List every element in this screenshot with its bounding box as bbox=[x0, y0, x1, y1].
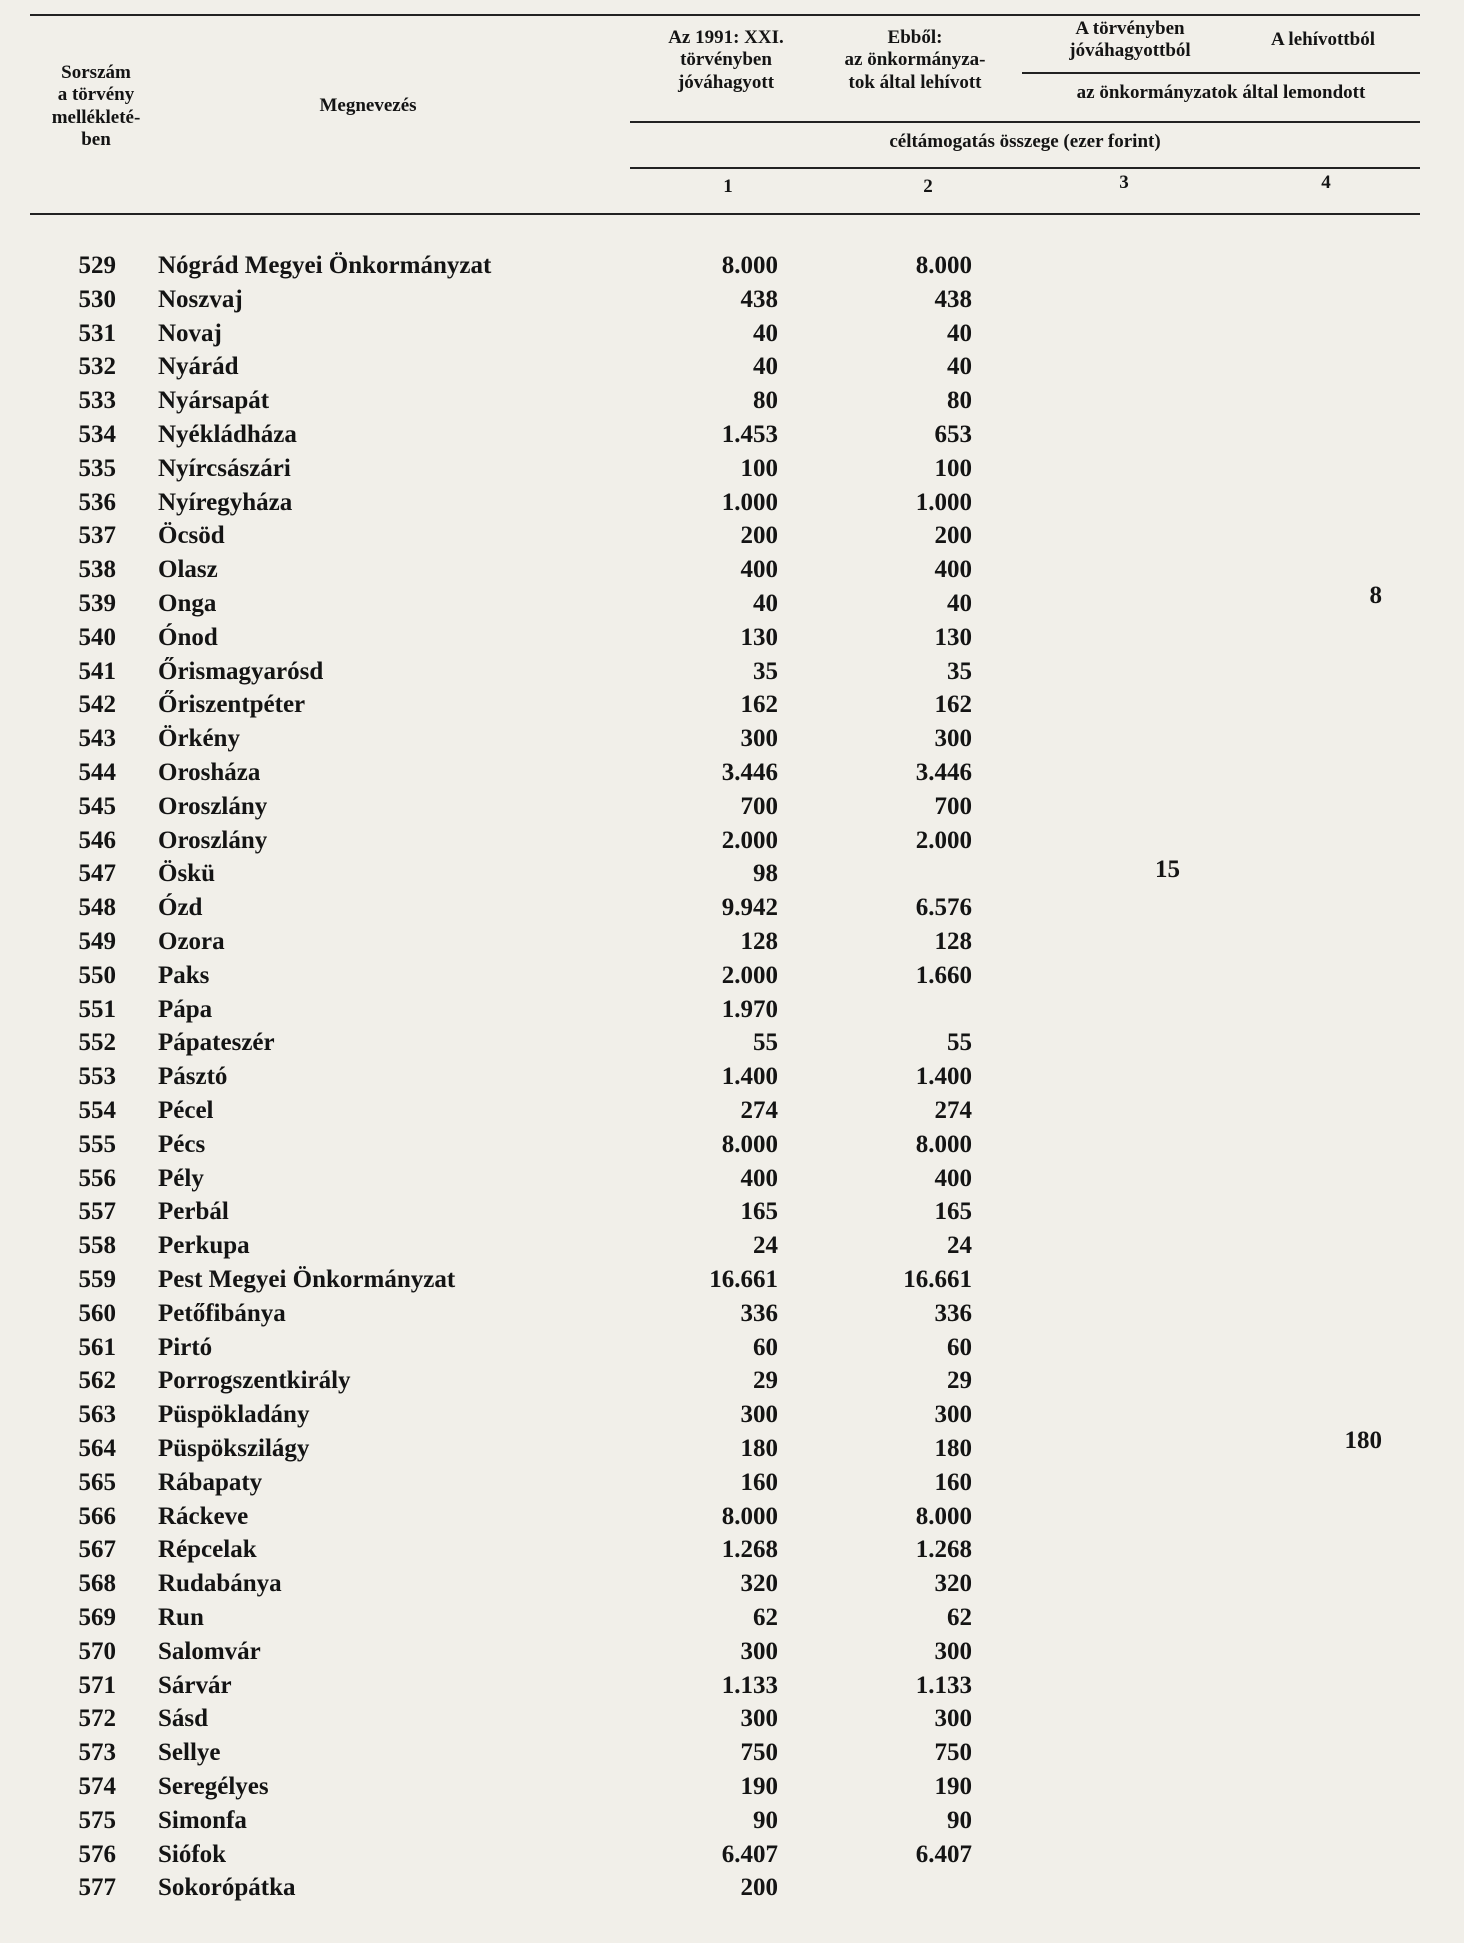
row-value-approved: 1.970 bbox=[721, 995, 778, 1023]
colnum-4: 4 bbox=[1321, 172, 1331, 193]
table-row bbox=[0, 691, 1464, 725]
table-row bbox=[0, 1198, 1464, 1232]
row-value-approved: 90 bbox=[753, 1806, 778, 1834]
row-name: Run bbox=[158, 1604, 204, 1631]
table-row bbox=[0, 1401, 1464, 1435]
table-row bbox=[0, 793, 1464, 827]
top-rule bbox=[30, 14, 1420, 16]
row-value-drawn: 62 bbox=[947, 1604, 972, 1631]
table-row bbox=[0, 1469, 1464, 1503]
table-row bbox=[0, 725, 1464, 759]
row-number: 572 bbox=[78, 1705, 116, 1733]
colnum-2: 2 bbox=[923, 176, 933, 197]
row-value-approved: 35 bbox=[753, 657, 778, 685]
row-name: Sárvár bbox=[158, 1671, 232, 1699]
table-row bbox=[0, 1570, 1464, 1604]
row-value-drawn: 55 bbox=[947, 1029, 972, 1057]
row-value-approved: 400 bbox=[740, 1164, 778, 1192]
row-value-approved: 80 bbox=[753, 387, 778, 415]
row-number: 540 bbox=[78, 623, 116, 651]
row-number: 559 bbox=[78, 1266, 116, 1293]
row-number: 563 bbox=[78, 1401, 116, 1429]
table-row bbox=[0, 1536, 1464, 1570]
row-value-drawn: 336 bbox=[934, 1299, 972, 1327]
row-value-approved: 1.453 bbox=[721, 421, 778, 448]
row-value-approved: 160 bbox=[740, 1468, 778, 1496]
table-row bbox=[0, 1739, 1464, 1773]
row-value-approved: 8.000 bbox=[721, 1502, 778, 1530]
row-value-approved: 9.942 bbox=[721, 894, 778, 922]
row-name: Öcsöd bbox=[158, 522, 225, 550]
table-row bbox=[0, 1807, 1464, 1841]
row-number: 548 bbox=[78, 894, 116, 922]
row-number: 536 bbox=[78, 488, 116, 516]
row-name: Nyársapát bbox=[158, 387, 270, 415]
row-value-drawn: 90 bbox=[947, 1806, 972, 1834]
row-value-drawn: 40 bbox=[947, 319, 972, 347]
row-value-drawn: 200 bbox=[934, 522, 972, 550]
row-name: Nyárád bbox=[158, 353, 239, 381]
row-value-approved: 8.000 bbox=[721, 252, 778, 279]
row-value-drawn: 8.000 bbox=[915, 1502, 972, 1530]
header-megnevezes: Megnevezés bbox=[319, 95, 417, 116]
table-row bbox=[0, 1029, 1464, 1063]
row-value-approved: 1.000 bbox=[721, 488, 778, 516]
row-name: Pély bbox=[158, 1164, 204, 1192]
table-row bbox=[0, 489, 1464, 523]
table-row bbox=[0, 582, 1464, 624]
row-name: Rudabánya bbox=[158, 1570, 282, 1598]
row-value-drawn: 1.000 bbox=[915, 488, 972, 516]
row-name: Püspökladány bbox=[158, 1401, 310, 1429]
header-sorszam-line: Sorszám bbox=[61, 62, 131, 83]
row-name: Petőfibánya bbox=[158, 1299, 286, 1327]
row-value-approved: 8.000 bbox=[721, 1130, 778, 1158]
row-name: Oroszlány bbox=[158, 792, 268, 820]
row-number: 554 bbox=[78, 1097, 116, 1124]
header-col2-line: Ebből: bbox=[887, 27, 943, 48]
table-row bbox=[0, 1266, 1464, 1300]
row-value-drawn: 300 bbox=[934, 725, 972, 753]
table-row bbox=[0, 1773, 1464, 1807]
row-value-drawn: 300 bbox=[934, 1637, 972, 1665]
table-row bbox=[0, 1672, 1464, 1706]
row-value-drawn: 320 bbox=[934, 1570, 972, 1598]
table-row bbox=[0, 1841, 1464, 1875]
row-number: 550 bbox=[78, 961, 116, 989]
row-value-drawn: 130 bbox=[934, 623, 972, 651]
table-row bbox=[0, 1874, 1464, 1908]
header-col1 bbox=[640, 27, 812, 94]
header-col1-line: törvényben bbox=[680, 49, 772, 71]
row-name: Paks bbox=[158, 961, 210, 989]
table-row bbox=[0, 1503, 1464, 1537]
row-number: 576 bbox=[78, 1840, 116, 1868]
row-number: 538 bbox=[78, 556, 116, 584]
row-value-approved: 128 bbox=[740, 928, 778, 955]
row-value-approved: 165 bbox=[740, 1198, 778, 1226]
row-name: Sellye bbox=[158, 1739, 221, 1767]
table-row bbox=[0, 894, 1464, 928]
table-row bbox=[0, 1705, 1464, 1739]
row-value-approved: 300 bbox=[740, 725, 778, 753]
row-number: 561 bbox=[78, 1333, 116, 1361]
row-value-approved: 55 bbox=[753, 1029, 778, 1057]
table-row bbox=[0, 1131, 1464, 1165]
row-number: 571 bbox=[78, 1671, 116, 1699]
header-sorszam bbox=[30, 62, 162, 152]
row-name: Ózd bbox=[158, 894, 203, 922]
row-name: Püspökszilágy bbox=[158, 1435, 310, 1462]
row-value-waived-drawn: 8 bbox=[1369, 582, 1382, 609]
row-value-approved: 190 bbox=[740, 1773, 778, 1800]
row-value-approved: 60 bbox=[753, 1333, 778, 1361]
table-row bbox=[0, 962, 1464, 996]
row-number: 568 bbox=[78, 1570, 116, 1598]
row-value-approved: 200 bbox=[740, 1874, 778, 1902]
row-number: 552 bbox=[78, 1029, 116, 1057]
row-value-drawn: 1.660 bbox=[915, 961, 972, 989]
row-name: Noszvaj bbox=[158, 285, 243, 313]
row-number: 545 bbox=[78, 792, 116, 820]
row-number: 575 bbox=[78, 1806, 116, 1834]
header-col3 bbox=[1030, 18, 1230, 63]
row-value-drawn: 162 bbox=[934, 691, 972, 719]
row-number: 556 bbox=[78, 1164, 116, 1192]
row-number: 566 bbox=[78, 1502, 116, 1530]
row-number: 567 bbox=[78, 1536, 116, 1564]
row-name: Onga bbox=[158, 590, 217, 617]
table-row bbox=[0, 387, 1464, 421]
row-number: 560 bbox=[78, 1299, 116, 1327]
row-value-approved: 1.400 bbox=[721, 1063, 778, 1091]
table-row bbox=[0, 1367, 1464, 1401]
table-row bbox=[0, 252, 1464, 286]
row-value-drawn: 2.000 bbox=[915, 826, 972, 854]
row-name: Sásd bbox=[158, 1705, 209, 1733]
row-number: 530 bbox=[78, 285, 116, 313]
row-value-drawn: 165 bbox=[934, 1198, 972, 1226]
row-name: Sokorópátka bbox=[158, 1874, 296, 1902]
row-value-drawn: 1.133 bbox=[915, 1671, 972, 1699]
row-value-drawn: 60 bbox=[947, 1333, 972, 1361]
row-number: 557 bbox=[78, 1198, 116, 1226]
row-value-drawn: 700 bbox=[934, 792, 972, 820]
row-value-approved: 300 bbox=[740, 1705, 778, 1733]
row-number: 565 bbox=[78, 1468, 116, 1496]
table-row bbox=[0, 928, 1464, 962]
row-number: 558 bbox=[78, 1232, 116, 1260]
table-row bbox=[0, 320, 1464, 354]
row-value-approved: 162 bbox=[740, 691, 778, 719]
row-value-approved: 400 bbox=[740, 556, 778, 584]
row-name: Pásztó bbox=[158, 1063, 228, 1091]
row-value-approved: 29 bbox=[753, 1367, 778, 1395]
row-value-approved: 320 bbox=[740, 1570, 778, 1598]
header-col3-line: jóváhagyottból bbox=[1069, 40, 1191, 62]
row-name: Nógrád Megyei Önkormányzat bbox=[158, 252, 492, 279]
row-value-drawn: 40 bbox=[947, 353, 972, 381]
row-value-drawn: 400 bbox=[934, 556, 972, 584]
row-number: 564 bbox=[78, 1435, 116, 1462]
row-number: 539 bbox=[78, 590, 116, 617]
row-value-drawn: 1.400 bbox=[915, 1063, 972, 1091]
row-number: 532 bbox=[78, 353, 116, 381]
row-value-approved: 700 bbox=[740, 792, 778, 820]
table-row bbox=[0, 827, 1464, 861]
row-value-drawn: 40 bbox=[947, 590, 972, 617]
row-value-approved: 300 bbox=[740, 1401, 778, 1429]
row-value-drawn: 35 bbox=[947, 657, 972, 685]
header-col1-line: Az 1991: XXI. bbox=[668, 27, 784, 48]
row-number: 534 bbox=[78, 421, 116, 448]
row-value-drawn: 6.576 bbox=[915, 894, 972, 922]
row-name: Pest Megyei Önkormányzat bbox=[158, 1266, 456, 1293]
row-value-approved: 40 bbox=[753, 590, 778, 617]
row-name: Novaj bbox=[158, 319, 222, 347]
row-value-drawn: 128 bbox=[934, 928, 972, 955]
row-name: Ónod bbox=[158, 623, 218, 651]
row-value-drawn: 160 bbox=[934, 1468, 972, 1496]
table-row bbox=[0, 624, 1464, 658]
row-number: 577 bbox=[78, 1874, 116, 1902]
row-value-drawn: 300 bbox=[934, 1401, 972, 1429]
table-row bbox=[0, 1638, 1464, 1672]
row-value-approved: 40 bbox=[753, 353, 778, 381]
row-value-drawn: 438 bbox=[934, 285, 972, 313]
row-value-approved: 98 bbox=[753, 860, 778, 888]
row-number: 529 bbox=[78, 252, 116, 279]
row-name: Porrogszentkirály bbox=[158, 1367, 351, 1395]
row-number: 573 bbox=[78, 1739, 116, 1767]
row-value-approved: 100 bbox=[740, 454, 778, 482]
table-row bbox=[0, 286, 1464, 320]
row-name: Nyírcsászári bbox=[158, 454, 291, 482]
row-value-approved: 300 bbox=[740, 1637, 778, 1665]
header-col2-line: tok által lehívott bbox=[848, 71, 982, 93]
row-value-drawn: 3.446 bbox=[915, 759, 972, 786]
row-name: Pécs bbox=[158, 1130, 206, 1158]
table-row bbox=[0, 1604, 1464, 1638]
header-sorszam-line: ben bbox=[81, 129, 111, 151]
row-value-approved: 16.661 bbox=[709, 1266, 778, 1293]
row-name: Őriszentpéter bbox=[158, 691, 306, 719]
table-row bbox=[0, 1063, 1464, 1097]
row-name: Perbál bbox=[158, 1198, 229, 1226]
row-value-approved: 336 bbox=[740, 1299, 778, 1327]
row-value-approved: 6.407 bbox=[721, 1840, 778, 1868]
row-name: Répcelak bbox=[158, 1536, 257, 1564]
row-name: Nyékládháza bbox=[158, 421, 297, 448]
row-value-drawn: 274 bbox=[934, 1097, 972, 1124]
row-value-drawn: 80 bbox=[947, 387, 972, 415]
header-celtamogatas: céltámogatás összege (ezer forint) bbox=[889, 131, 1161, 152]
table-row bbox=[0, 1097, 1464, 1131]
row-value-drawn: 6.407 bbox=[915, 1840, 972, 1868]
rule-lemondott-top bbox=[1022, 72, 1420, 74]
row-value-drawn: 100 bbox=[934, 454, 972, 482]
header-sorszam-line: mellékleté- bbox=[51, 106, 141, 128]
row-value-waived-drawn: 180 bbox=[1344, 1427, 1382, 1454]
row-name: Oroszlány bbox=[158, 826, 268, 854]
row-name: Öskü bbox=[158, 860, 215, 888]
row-value-approved: 62 bbox=[753, 1604, 778, 1631]
table-row bbox=[0, 455, 1464, 489]
row-value-drawn: 750 bbox=[934, 1739, 972, 1767]
row-name: Örkény bbox=[158, 725, 240, 753]
row-name: Pápateszér bbox=[158, 1029, 275, 1057]
row-number: 533 bbox=[78, 387, 116, 415]
row-value-drawn: 180 bbox=[934, 1435, 972, 1462]
row-value-drawn: 300 bbox=[934, 1705, 972, 1733]
row-name: Pirtó bbox=[158, 1333, 213, 1361]
row-number: 531 bbox=[78, 319, 116, 347]
header-sorszam-line: a törvény bbox=[57, 84, 135, 106]
row-value-approved: 200 bbox=[740, 522, 778, 550]
row-value-approved: 3.446 bbox=[721, 759, 778, 786]
row-name: Olasz bbox=[158, 556, 218, 584]
header-col1-line: jóváhagyott bbox=[677, 71, 775, 93]
table-row bbox=[0, 658, 1464, 692]
row-value-approved: 180 bbox=[740, 1435, 778, 1462]
row-value-drawn: 8.000 bbox=[915, 1130, 972, 1158]
row-value-approved: 750 bbox=[740, 1739, 778, 1767]
row-number: 569 bbox=[78, 1604, 116, 1631]
rule-colnumbers-top bbox=[630, 167, 1420, 169]
row-value-approved: 1.268 bbox=[721, 1536, 778, 1564]
row-value-drawn: 16.661 bbox=[903, 1266, 972, 1293]
header-col4: A lehívottból bbox=[1271, 29, 1375, 50]
row-number: 535 bbox=[78, 454, 116, 482]
row-name: Seregélyes bbox=[158, 1773, 269, 1800]
row-name: Siófok bbox=[158, 1840, 227, 1868]
row-number: 543 bbox=[78, 725, 116, 753]
row-value-approved: 274 bbox=[740, 1097, 778, 1124]
row-value-approved: 2.000 bbox=[721, 961, 778, 989]
row-name: Nyíregyháza bbox=[158, 488, 293, 516]
row-number: 574 bbox=[78, 1773, 116, 1800]
row-value-drawn: 24 bbox=[947, 1232, 972, 1260]
row-value-approved: 2.000 bbox=[721, 826, 778, 854]
row-number: 549 bbox=[78, 928, 116, 955]
header-col2 bbox=[820, 27, 1010, 94]
table-row bbox=[0, 759, 1464, 793]
row-value-drawn: 8.000 bbox=[915, 252, 972, 279]
row-name: Perkupa bbox=[158, 1232, 250, 1260]
table-row bbox=[0, 1165, 1464, 1199]
row-number: 544 bbox=[78, 759, 116, 786]
row-value-drawn: 400 bbox=[934, 1164, 972, 1192]
row-number: 551 bbox=[78, 995, 116, 1023]
table-row bbox=[0, 556, 1464, 590]
row-name: Ráckeve bbox=[158, 1502, 249, 1530]
row-number: 537 bbox=[78, 522, 116, 550]
header-col3-line: A törvényben bbox=[1075, 18, 1185, 39]
table-row bbox=[0, 421, 1464, 455]
row-name: Rábapaty bbox=[158, 1468, 263, 1496]
row-number: 562 bbox=[78, 1367, 116, 1395]
row-number: 546 bbox=[78, 826, 116, 854]
row-value-drawn: 1.268 bbox=[915, 1536, 972, 1564]
row-name: Pécel bbox=[158, 1097, 214, 1124]
colnum-1: 1 bbox=[723, 176, 733, 197]
colnum-3: 3 bbox=[1119, 172, 1129, 193]
row-value-approved: 1.133 bbox=[721, 1671, 778, 1699]
row-value-approved: 438 bbox=[740, 285, 778, 313]
table-row bbox=[0, 1427, 1464, 1469]
row-value-approved: 130 bbox=[740, 623, 778, 651]
row-name: Simonfa bbox=[158, 1806, 247, 1834]
table-row bbox=[0, 1300, 1464, 1334]
row-value-drawn: 653 bbox=[934, 421, 972, 448]
row-number: 541 bbox=[78, 657, 116, 685]
table-row bbox=[0, 1232, 1464, 1266]
header-lemondott: az önkormányzatok által lemondott bbox=[1076, 82, 1366, 103]
header-col2-line: az önkormányza- bbox=[844, 49, 986, 71]
row-number: 570 bbox=[78, 1637, 116, 1665]
row-value-drawn: 29 bbox=[947, 1367, 972, 1395]
rule-celtamogatas-top bbox=[630, 121, 1420, 123]
row-name: Ozora bbox=[158, 928, 225, 955]
table-row bbox=[0, 1334, 1464, 1368]
row-value-approved: 24 bbox=[753, 1232, 778, 1260]
row-name: Salomvár bbox=[158, 1637, 261, 1665]
row-value-approved: 40 bbox=[753, 319, 778, 347]
table-row bbox=[0, 996, 1464, 1030]
table-row bbox=[0, 353, 1464, 387]
row-name: Orosháza bbox=[158, 759, 261, 786]
table-row bbox=[0, 856, 1464, 894]
row-number: 555 bbox=[78, 1130, 116, 1158]
table-row bbox=[0, 522, 1464, 556]
row-number: 542 bbox=[78, 691, 116, 719]
header-bottom-rule bbox=[30, 213, 1420, 215]
row-name: Őrismagyarósd bbox=[158, 657, 324, 685]
row-number: 553 bbox=[78, 1063, 116, 1091]
row-number: 547 bbox=[78, 860, 116, 888]
row-value-waived-approved: 15 bbox=[1155, 856, 1180, 884]
row-value-drawn: 190 bbox=[934, 1773, 972, 1800]
row-name: Pápa bbox=[158, 995, 213, 1023]
